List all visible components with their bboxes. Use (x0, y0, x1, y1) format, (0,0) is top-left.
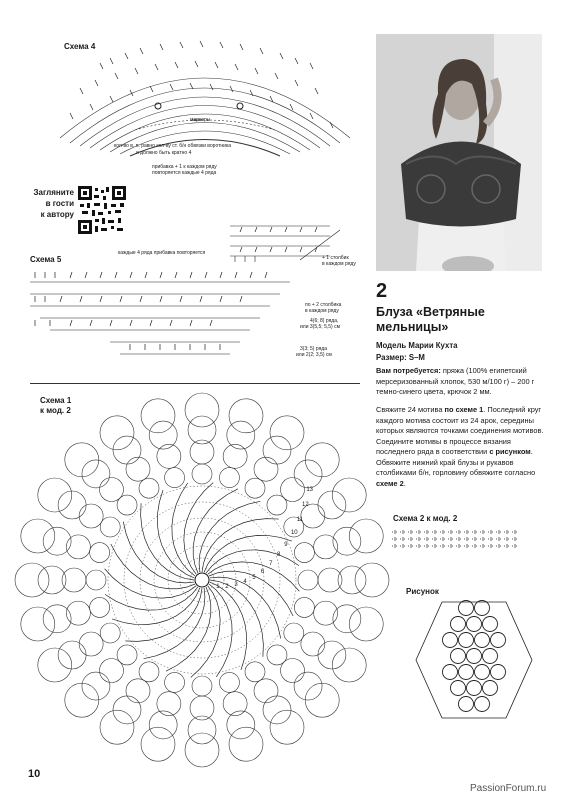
model-photo-illustration (376, 34, 542, 271)
scheme5-title: Схема 5 (30, 255, 62, 264)
scheme5-repeat-note: каждые 4 ряда прибавка повторяется (118, 250, 206, 256)
instructions-paragraph: Свяжите 24 мотива по схеме 1. Последний круг каждого мотива состоит из 24 арок, середины которых являются точками соединения мотивов. Соедините мотивы в процессе вязания последнего ряда в соответствии с рисунком. Обвяжите нижний край блузы и рукавов столбиками б/н, горловину обвяжите согласно схеме 2. (376, 405, 544, 488)
scheme1-title: Схема 1 к мод. 2 (40, 396, 72, 415)
row-number-5: 5 (252, 574, 256, 581)
section-divider (30, 383, 360, 384)
scheme4-note2b: повторяется каждые 4 ряда (152, 170, 217, 176)
scheme2-title: Схема 2 к мод. 2 (393, 514, 458, 523)
article-title: Блуза «Ветряные мельницы» (376, 305, 485, 334)
page-number: 10 (28, 768, 41, 780)
row-number-12: 12 (302, 502, 309, 509)
scheme4-note2a: прибавка + 1 к каждом ряду (152, 164, 217, 170)
row-number-4: 4 (243, 579, 247, 586)
row-number-1: 1 (216, 583, 220, 590)
scheme5-rows2a: 3(3; 5) ряда (300, 346, 327, 352)
scheme4-markers-label: маркеры (190, 117, 211, 123)
scheme5-rows2b: или 2(2; 3,5) см (296, 352, 332, 358)
scheme5-note1a: + 1 столбик (322, 255, 349, 261)
size-line: Размер: S–M (376, 353, 425, 362)
scheme2-diagram (392, 528, 522, 550)
figure-motif-layout (414, 598, 534, 728)
row-number-2: 2 (225, 583, 229, 590)
scheme5-rows1a: 4(6; 8) ряда, (310, 318, 339, 324)
pattern-number: 2 (376, 280, 388, 302)
row-number-11: 11 (296, 516, 304, 523)
scheme5-diagram (30, 220, 350, 365)
scheme4-diagram (40, 38, 370, 178)
scheme1-motif (30, 398, 375, 768)
model-author: Модель Марии Кухта (376, 341, 458, 350)
row-number-3: 3 (234, 582, 238, 589)
row-number-6: 6 (260, 568, 265, 575)
row-number-7: 7 (269, 561, 273, 568)
row-number-8: 8 (276, 552, 281, 559)
scheme4-note1a: кол-во в. п. равно кол-ву ст. б/н обвязки воротника (114, 143, 232, 149)
scheme5-note2b: в каждом ряду (305, 308, 339, 314)
materials-paragraph: Вам потребуется: пряжа (100% египетский мерсеризованный хлопок, 530 м/100 г) – 200 г темно-синего цвета, крючок 2 мм. (376, 366, 535, 396)
model-photo (376, 34, 542, 271)
scheme5-note2a: по + 2 столбика (305, 302, 342, 308)
scheme4-note1b: и должно быть кратно 4 (136, 150, 192, 156)
scheme5-note1b: в каждом ряду (322, 261, 356, 267)
row-number-9: 9 (284, 541, 288, 548)
figure-title: Рисунок (406, 587, 439, 596)
scheme5-rows1b: или 3(5,5; 5,5) см (300, 324, 341, 330)
row-number-13: 13 (306, 486, 314, 493)
qr-caption: Загляните в гости к автору (33, 188, 74, 219)
row-number-10: 10 (290, 529, 298, 536)
watermark: PassionForum.ru (470, 783, 547, 794)
scheme4-title: Схема 4 (64, 42, 96, 51)
